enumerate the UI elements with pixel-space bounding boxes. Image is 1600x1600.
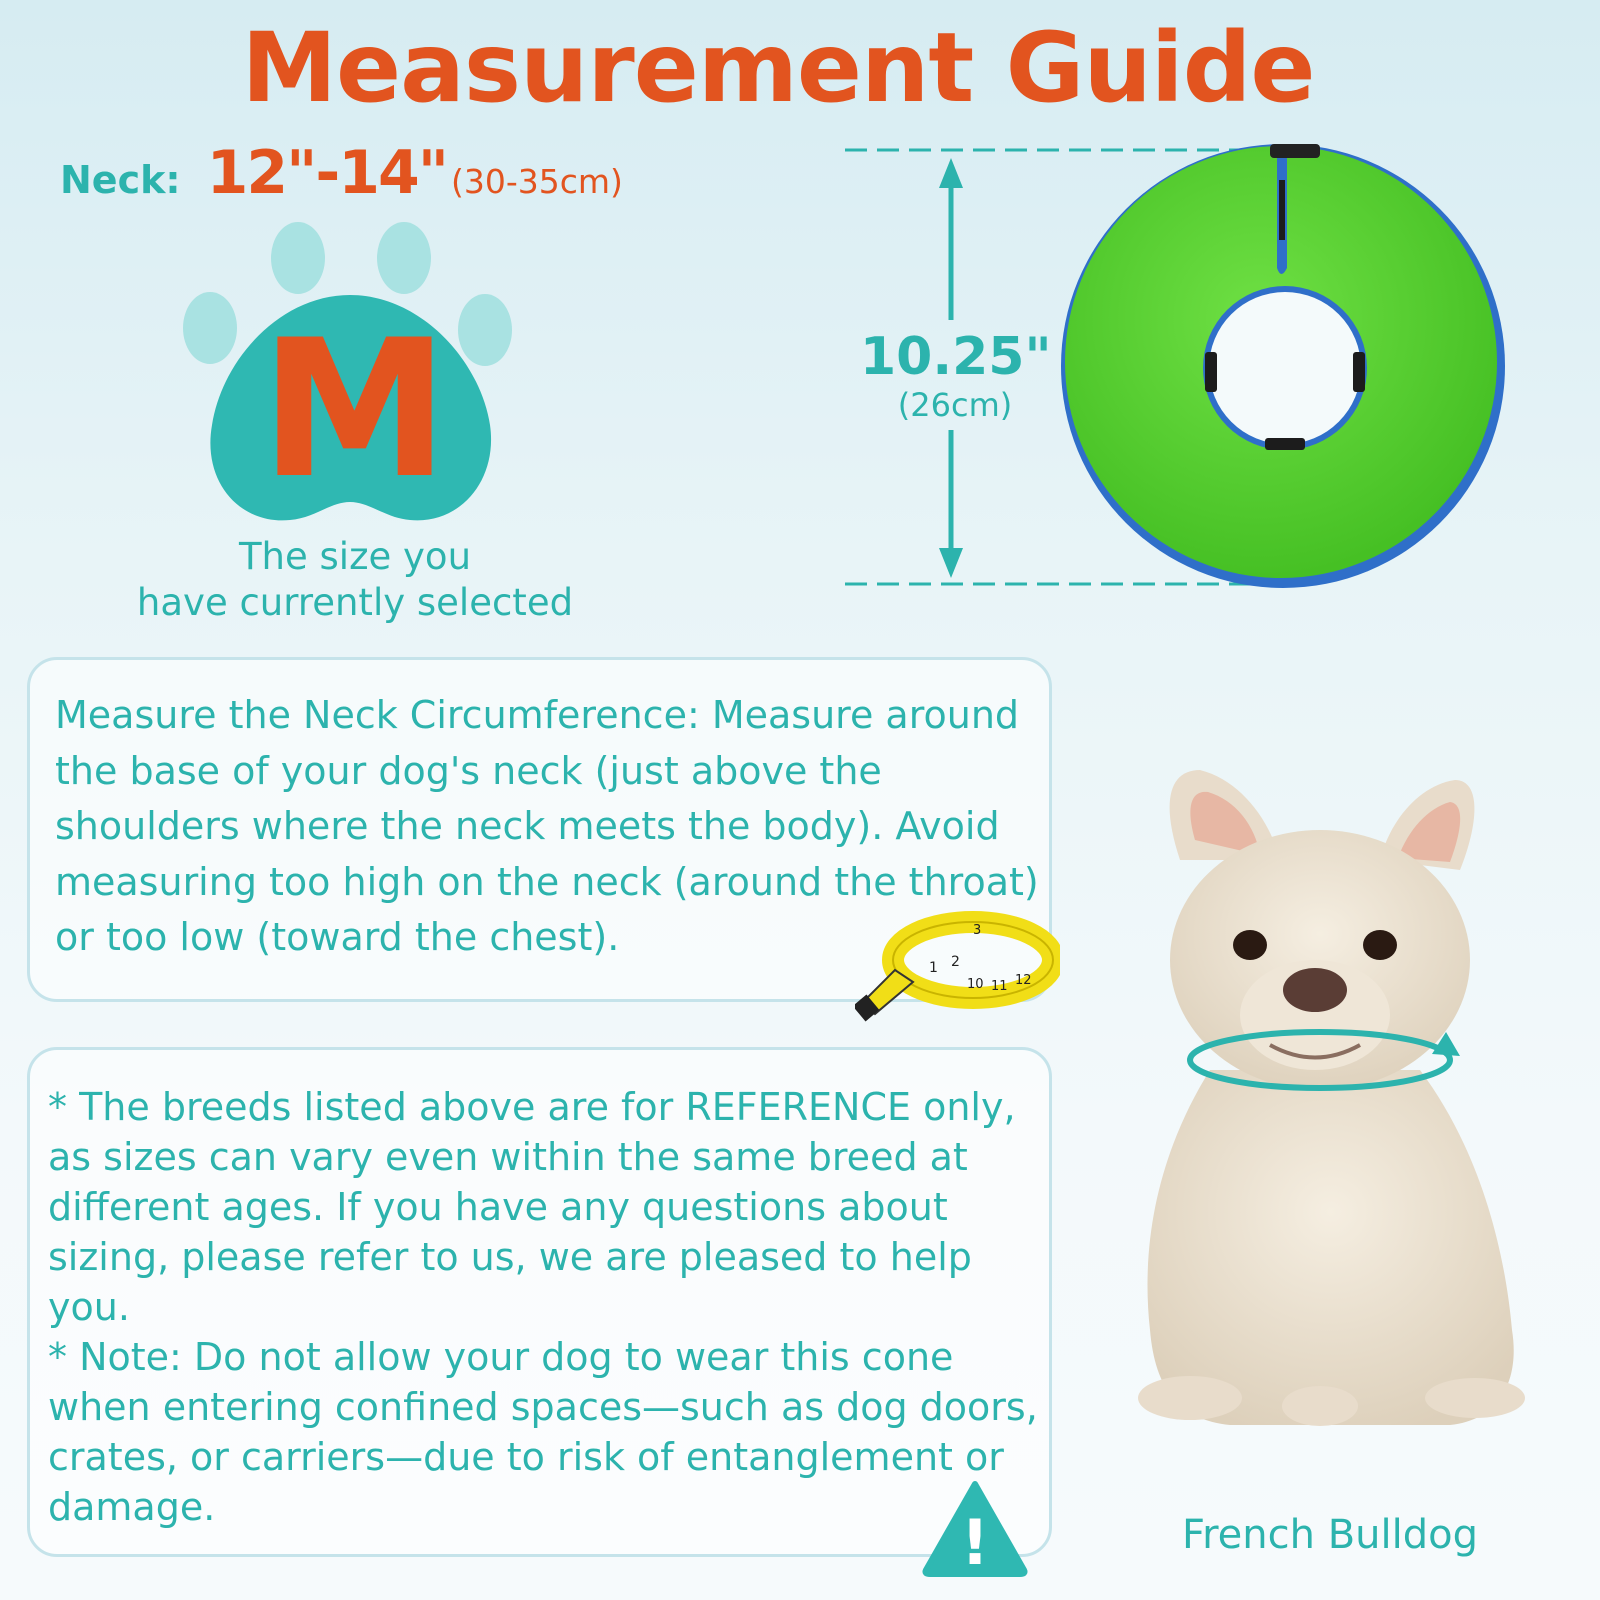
warning-icon: [920, 1478, 1030, 1578]
reference-note: * The breeds listed above are for REFERENCE only, as sizes can vary even within the same breed at different ages. If you have any questions about sizing, please refer to us, we are pleased to help you.: [48, 1085, 1016, 1329]
dog-breed-label: French Bulldog: [1182, 1512, 1478, 1558]
warning-note: * Note: Do not allow your dog to wear this cone when entering confined spaces—such as dog doors, crates, or carriers—due to risk of entanglement or damage.: [48, 1335, 1038, 1529]
neck-inches: 12"-14": [206, 138, 447, 208]
size-caption-line-2: have currently selected: [136, 581, 574, 624]
measure-instructions-text: Measure the Neck Circumference: Measure around the base of your dog's neck (just above the shoulders where the neck meets the body). Avoid measuring too high on the neck (around the throat) or too low (toward the chest).: [55, 693, 1039, 959]
size-letter: M: [259, 299, 450, 520]
tape-mark: 2: [951, 954, 960, 970]
measuring-tape-icon: [855, 910, 1060, 1040]
collar-image: [1055, 140, 1535, 600]
tape-mark: 10: [967, 977, 984, 992]
tape-mark: 3: [973, 923, 982, 938]
tape-mark: 11: [991, 979, 1008, 994]
page-title: Measurement Guide: [241, 12, 1315, 124]
tape-mark: 12: [1015, 973, 1032, 988]
neck-size-range: [60, 138, 623, 218]
neck-label: Neck:: [60, 158, 181, 202]
neck-cm: (30-35cm): [451, 162, 623, 201]
warning-symbol: !: [960, 1506, 990, 1578]
dog-image: [1120, 770, 1580, 1450]
tape-mark: 1: [929, 960, 938, 976]
dimension-cm: (26cm): [897, 386, 1013, 424]
size-caption: [100, 534, 610, 626]
notes-text: [48, 1082, 1048, 1532]
size-caption-line-1: The size you: [238, 535, 472, 578]
dimension-value: 10.25": [860, 327, 1052, 387]
